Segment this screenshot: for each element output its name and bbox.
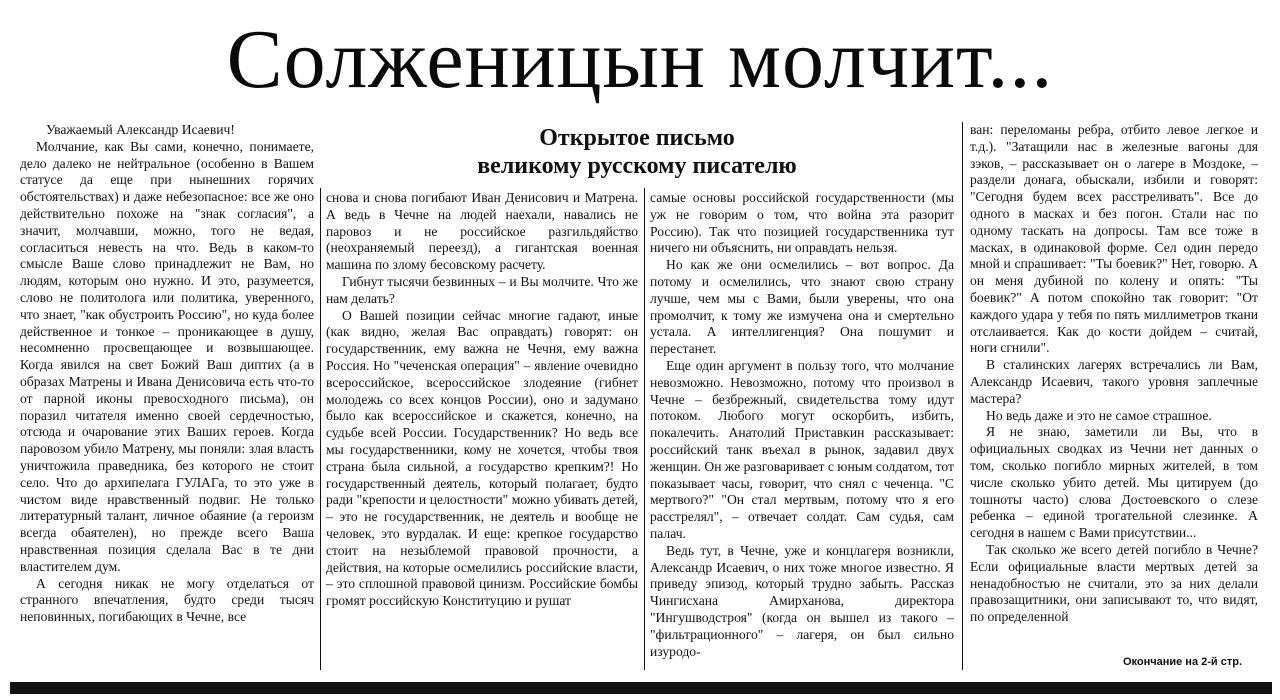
subheadline <box>312 124 962 180</box>
paragraph: А сегодня никак не могу отделаться от странного впечатления, будто среди тысяч неповинных, погибающих в Чечне, все <box>20 575 314 625</box>
column-3 <box>650 190 954 670</box>
column-divider <box>320 188 321 670</box>
subheadline-line-1: Открытое письмо <box>539 125 735 151</box>
paragraph: Гибнут тысячи безвинных – и Вы молчите. Что же нам делать? <box>326 273 638 306</box>
column-divider <box>644 188 645 670</box>
column-divider <box>962 122 963 670</box>
paragraph: Так сколько же всего детей погибло в Чечне? Если официальные власти мертвых детей за ненадобностью не считали, это за них делали правозащитники, они записывают то, что видят, по определенной <box>970 541 1258 625</box>
subheadline-line-2: великому русскому писателю <box>477 153 797 179</box>
paragraph: снова и снова погибают Иван Денисович и Матрена. А ведь в Чечне на людей наехали, навались не паровоз и не российское разгильдяйство (неохраняемый переезд), а гигантская военная машина по злому бесовскому расчету. <box>326 190 638 273</box>
paragraph: Но как же они осмелились – вот вопрос. Да потому и осмелились, что знают свою страну лучше, чем мы с Вами, были уверены, что она промолчит, к тому же измучена она и смертельно устала. А интеллигенция? Она пошумит и перестанет. <box>650 257 954 357</box>
column-4 <box>970 122 1258 648</box>
paragraph: Я не знаю, заметили ли Вы, что в официальных сводках из Чечни нет данных о том, сколько погибло мирных жителей, в том числе сколько убито детей. Мы цитируем (до тошноты часто) слова Достоевского о слезе ребенка – единой трогательной слезинке. А сегодня в нашем с Вами присутствии... <box>970 424 1258 541</box>
paragraph: О Вашей позиции сейчас многие гадают, иные (как видно, желая Вас оправдать) говорят: он государственник, ему важна не Чечня, ему важна Россия. Но "чеченская операция" – явление очевидно всероссийское, всероссийское злодеяние (гибнет молодежь со всех концов России), оно и задумано было как всероссийское и скажется, конечно, на судьбе всей России. Государственник? Но ведь все мы государственники, кому не хочется, чтобы твоя страна была сильной, а государство крепким?! Но государственный деятель, который полагает, будто ради "крепости и целостности" можно убивать детей, – это не государственник, не деятель и вообще не человек, это вурдалак. И еще: крепкое государство стоит на незыблемой правовой прочности, а действия, на которые осмелились российские власти, – это сплошной правовой цинизм. Российские бомбы громят российскую Конституцию и рушат <box>326 307 638 609</box>
bottom-rule <box>10 682 1272 694</box>
paragraph: Молчание, как Вы сами, конечно, понимаете, дело далеко не нейтральное (особенно в Вашем статусе да еще при нынешних горячих обстоятельствах) и даже небезопасное: все же оно действительно похоже на "знак согласия", а значит, молчавши, можно, того не ведая, согласиться невесть на что. Ведь в каком-то смысле Ваше слово принадлежит не Вам, но людям, которым оно нужно. И это, разумеется, слово не политолога или политика, уверенного, что знает, "как обустроить Россию", но куда более действенное и тонкое – проникающее в душу, несомненно просвещающее и возвышающее. Когда явился на свет Божий Ваш диптих (а в образах Матрены и Ивана Денисовича есть что-то от парной иконы превосходного письма), он поразил читателя именно своей сердечностью, отсюда и очарование этих Ваших героев. Когда паровозом убило Матрену, мы поняли: злая власть уничтожила праведника, без которого не стоит село. Что до архипелага ГУЛАГа, то это уже в чистом виде нравственный подвиг. Не только литературный талант, личное обаяние (а героизм всегда обаятелен), но прежде всего Ваша нравственная позиция сделала Вас в те дни властителем дум. <box>20 138 314 574</box>
paragraph: самые основы российской государственности (мы уж не говорим о том, что война эта разорит Россию). Так что позицией государственника тут ничего ни объяснить, ни оправдать нельзя. <box>650 190 954 256</box>
headline: Солженицын молчит... <box>226 13 1054 106</box>
paragraph: ван: переломаны ребра, отбито левое легкое и т.д.). "Затащили нас в железные вагоны для зэков, – рассказывает он о лагере в Моздоке, – раздели донага, обыскали, избили и говорят: "Сегодня будем всех расстреливать". Все до одного в масках и без погон. Стали нас по одному таскать на допросы. Там все тоже в масках, в одинаковой форме. Сел один передо мной и спрашивает: "Ты боевик?" Нет, говорю. А он меня дубиной по колену и опять: "Ты боевик?" А потом спокойно так говорит: "От каждого удара у тебя по пять миллиметров ткани отслаивается. Как до кости дойдем – считай, ноги сгнили". <box>970 122 1258 356</box>
column-1 <box>20 122 314 670</box>
paragraph: В сталинских лагерях встречались ли Вам, Александр Исаевич, такого уровня заплечные мастера? <box>970 357 1258 406</box>
paragraph: Но ведь даже и это не самое страшное. <box>986 407 1212 423</box>
continuation-note: Окончание на 2-й стр. <box>1122 656 1242 668</box>
paragraph: Еще один аргумент в пользу того, что молчание невозможно. Невозможно, потому что произвол в Чечне – безбрежный, свидетельства тому идут потоком. Любого могут оскорбить, избить, покалечить. Анатолий Приставкин рассказывает: российский танк въехал в рынок, задавил двух женщин. Он же разговаривает с юным солдатом, тот показывает часы, говорит, что снял с чеченца. "С мертвого?" "Он стал мертвым, потому что я его расстрелял", – отвечает солдат. Сам судья, сам палач. <box>650 357 954 541</box>
column-2 <box>326 190 638 670</box>
paragraph: Ведь тут, в Чечне, уже и концлагеря возникли, Александр Исаевич, о них тоже многое известно. Я приведу эпизод, который трудно забыть. Рассказ Чингисхана Амирханова, директора "Ингушводстроя" (когда он вышел из такого – "фильтрационного" – лагеря, он был сильно изуродо- <box>650 542 954 659</box>
salutation: Уважаемый Александр Исаевич! <box>46 122 235 137</box>
